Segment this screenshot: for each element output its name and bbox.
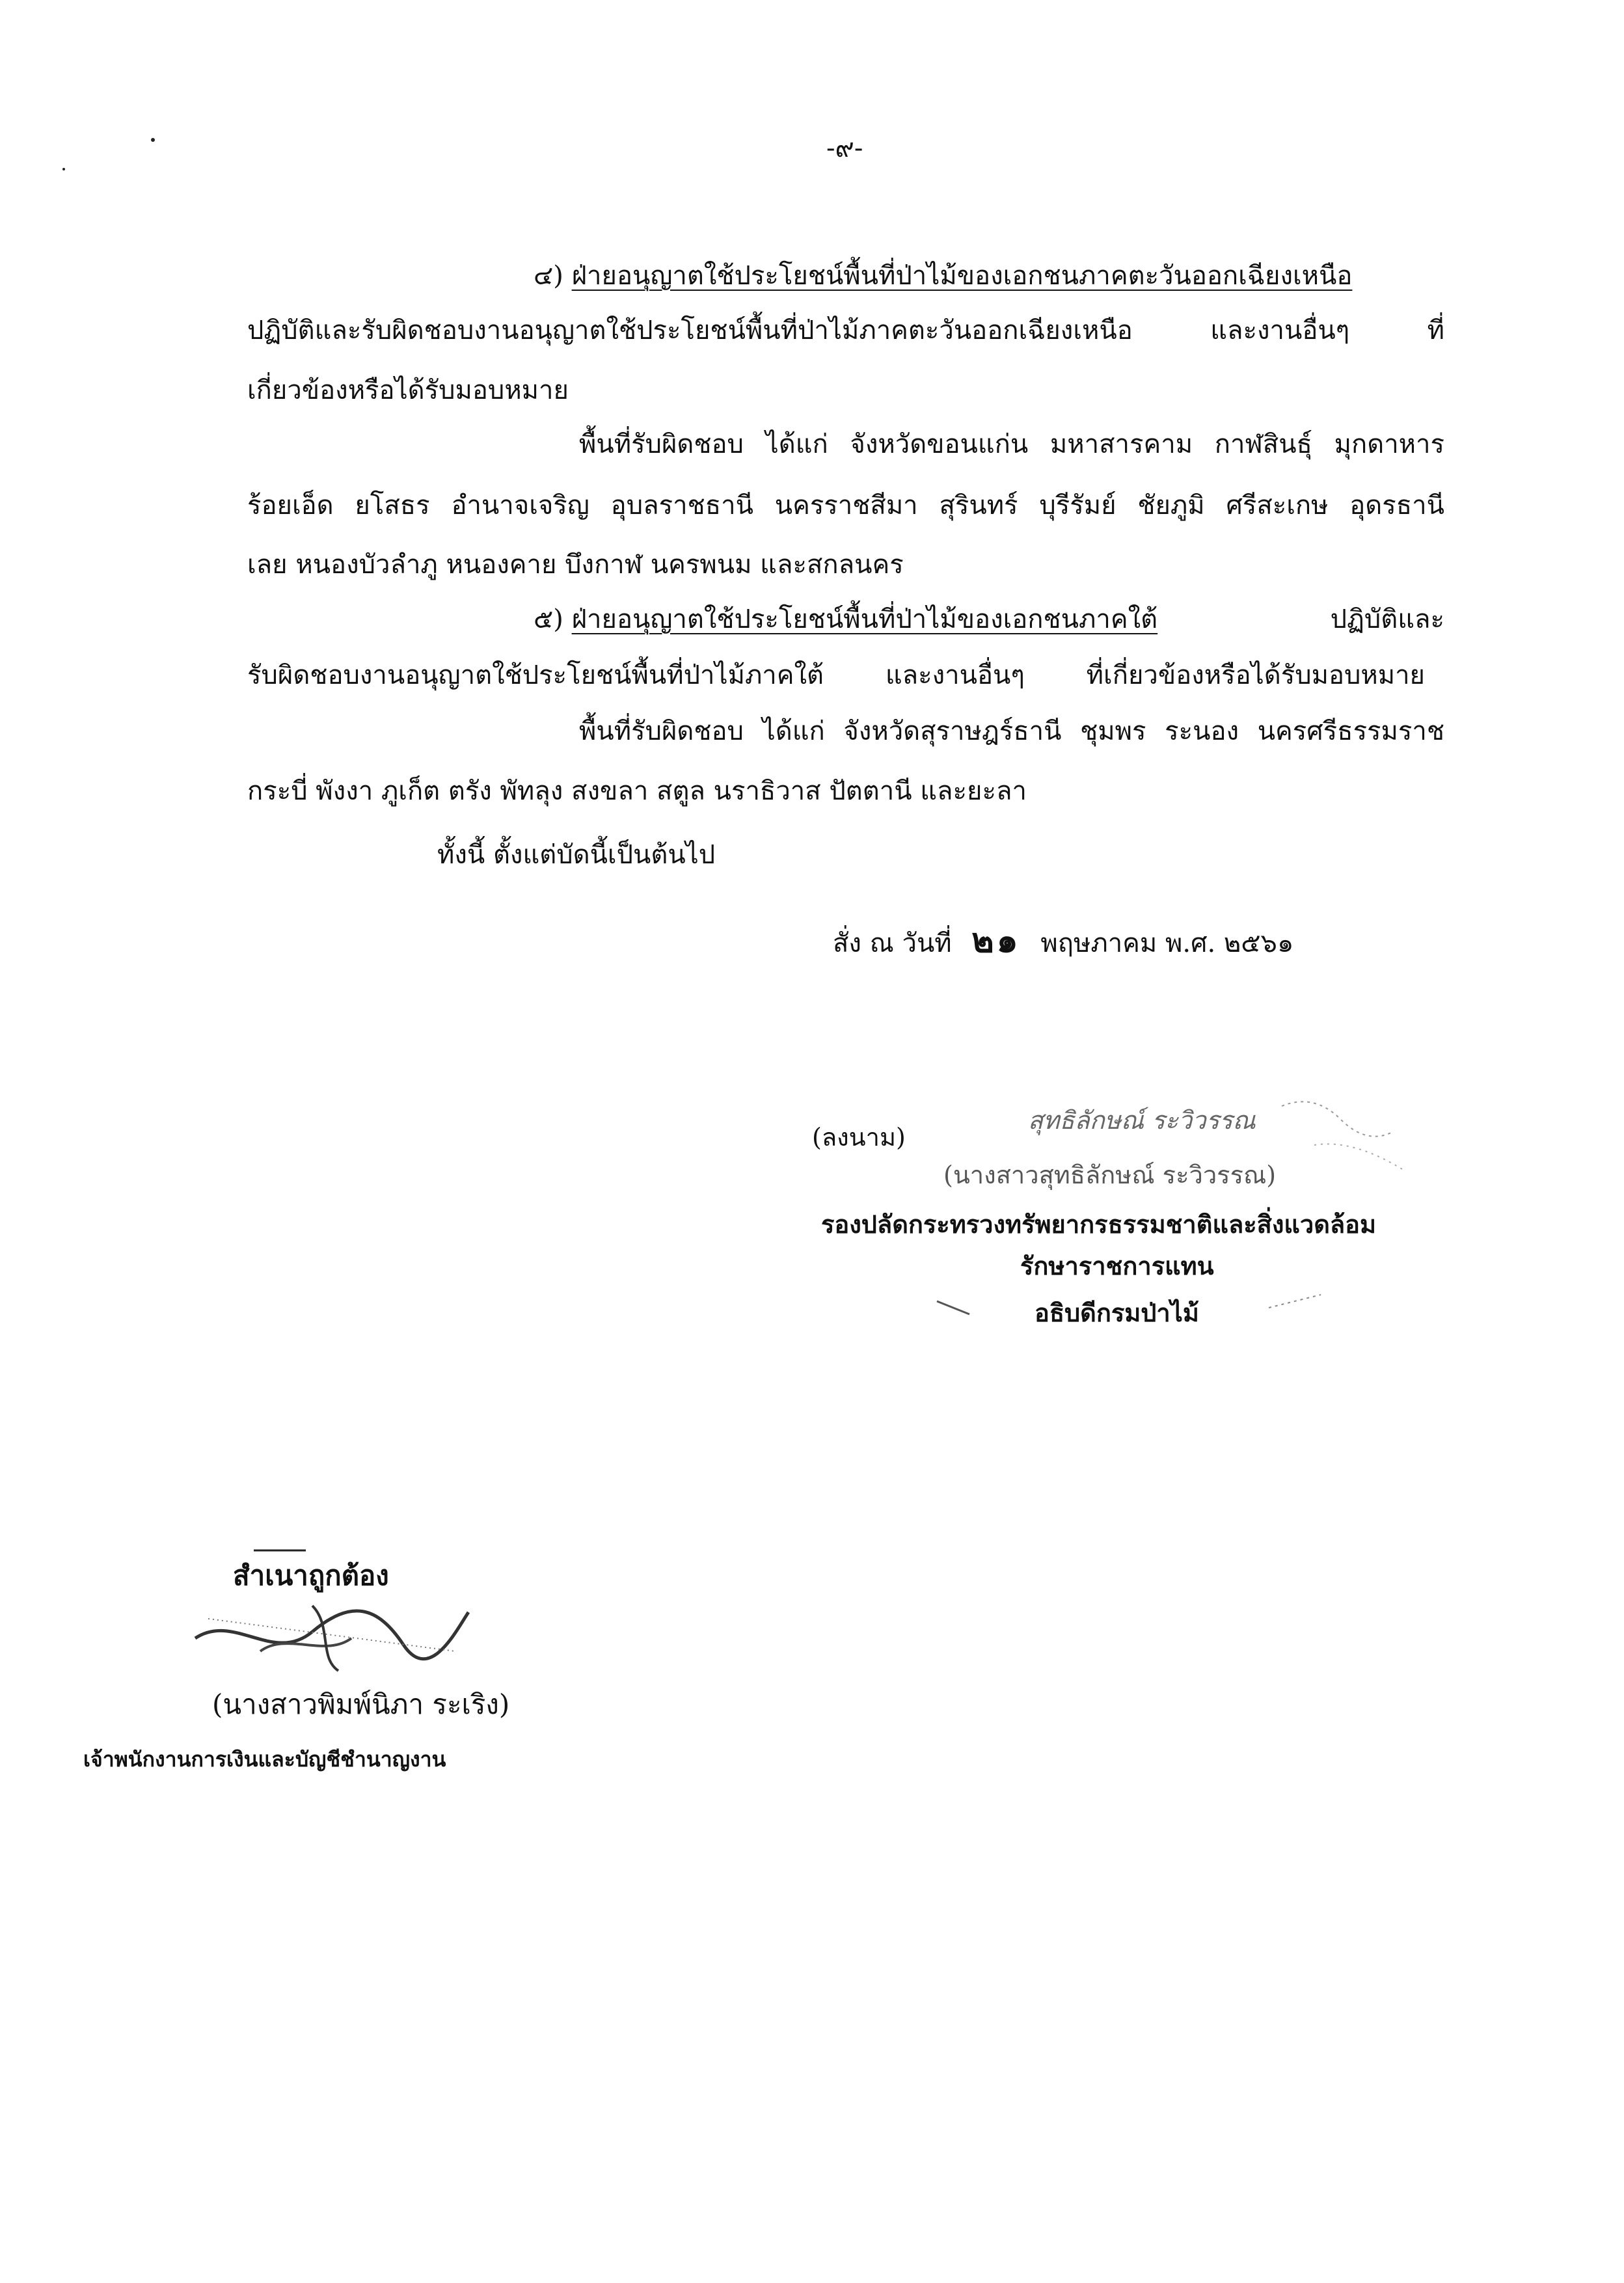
item5-body-line1: รับผิดชอบงานอนุญาตใช้ประโยชน์พื้นที่ป่าไม้ภาคใต้ และงานอื่นๆ ที่เกี่ยวข้องหรือได้รับมอบหมาย [247,660,1425,690]
item5-heading: ฝ่ายอนุญาตใช้ประโยชน์พื้นที่ป่าไม้ของเอกชนภาคใต้ [571,604,1158,634]
signatory-position2: รักษาราชการแทน [1020,1251,1214,1280]
certifier-name: (นางสาวพิมพ์นิภา ระเริง) [212,1688,510,1720]
item4-area-line3: เลย หนองบัวลำภู หนองคาย บึงกาฬ นครพนม และสกลนคร [247,550,904,580]
signatory-position3: อธิบดีกรมป่าไม้ [1035,1298,1199,1327]
item4-area-line1: พื้นที่รับผิดชอบ ได้แก่ จังหวัดขอนแก่น มหาสารคาม กาฬสินธุ์ มุกดาหาร [579,429,1444,459]
item5-area-line1: พื้นที่รับผิดชอบ ได้แก่ จังหวัดสุราษฎร์ธานี ชุมพร ระนอง นครศรีธรรมราช [579,716,1444,746]
signatory-position1: รองปลัดกระทรวงทรัพยากรธรรมชาติและสิ่งแวดล้อม [821,1209,1377,1239]
item4-body-line2: เกี่ยวข้องหรือได้รับมอบหมาย [247,375,569,405]
order-date [833,923,1293,962]
signature-scribble [1275,1080,1431,1184]
order-date-day: ๒๑ [971,921,1021,960]
item5-number: ๕) [534,604,563,634]
certifier-position: เจ้าพนักงานการเงินและบัญชีชำนาญงาน [83,1747,446,1772]
effective-statement: ทั้งนี้ ตั้งแต่บัดนี้เป็นต้นไป [437,840,716,870]
item5-heading-line [534,601,1444,638]
signatory-full-name: (นางสาวสุทธิลักษณ์ ระวิวรรณ) [943,1161,1277,1189]
scan-speck [151,138,155,142]
item4-area-line2: ร้อยเอ็ด ยโสธร อำนาจเจริญ อุบลราชธานี นครราชสีมา สุรินทร์ บุรีรัมย์ ชัยภูมิ ศรีสะเกษ อุดรธานี [247,491,1444,520]
item4-number: ๔) [534,261,563,291]
item5-area-line2: กระบี่ พังงา ภูเก็ต ตรัง พัทลุง สงขลา สตูล นราธิวาส ปัตตานี และยะลา [247,776,1027,806]
scan-speck [62,168,65,170]
certifier-signature [182,1593,481,1677]
certified-copy-label: สำเนาถูกต้อง [233,1560,389,1591]
signed-name: สุทธิลักษณ์ ระวิวรรณ [1028,1106,1256,1135]
certified-overline [254,1547,306,1554]
item4-heading-line [534,258,1352,294]
item4-body-line1: ปฏิบัติและรับผิดชอบงานอนุญาตใช้ประโยชน์พื้นที่ป่าไม้ภาคตะวันออกเฉียงเหนือ และงานอื่นๆ ที่ [247,316,1444,345]
item4-heading: ฝ่ายอนุญาตใช้ประโยชน์พื้นที่ป่าไม้ของเอกชนภาคตะวันออกเฉียงเหนือ [571,261,1353,291]
stamp-marks [930,1288,1386,1327]
signed-label: (ลงนาม) [812,1123,906,1152]
order-date-month-year: พฤษภาคม พ.ศ. ๒๕๖๑ [1040,928,1294,958]
page-number: -๙- [826,133,863,163]
order-date-prefix: สั่ง ณ วันที่ [833,928,952,958]
item5-heading-tail: ปฏิบัติและ [1330,604,1444,634]
